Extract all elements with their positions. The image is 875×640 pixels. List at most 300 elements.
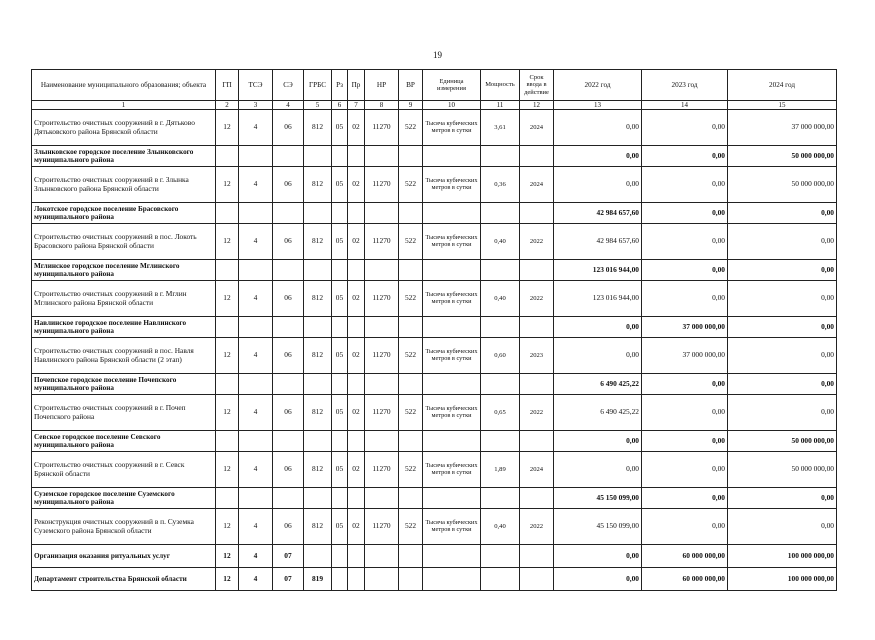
- cell-amount-2024: 50 000 000,00: [728, 431, 837, 452]
- cell-amount-2024: 37 000 000,00: [728, 110, 837, 146]
- cell-amount-2023: 0,00: [642, 224, 728, 260]
- column-header: ТСЭ: [239, 70, 273, 101]
- cell-grbs: [304, 317, 332, 338]
- cell-gp: 12: [216, 167, 239, 203]
- cell-commission-year: 2022: [520, 395, 554, 431]
- cell-amount-2022: 0,00: [554, 317, 642, 338]
- cell-amount-2024: 50 000 000,00: [728, 452, 837, 488]
- cell-object-name: Строительство очистных сооружений в г. Почеп Почепского района: [32, 395, 216, 431]
- cell-amount-2024: 50 000 000,00: [728, 146, 837, 167]
- cell-se: 07: [273, 545, 304, 568]
- cell-nr: 11270: [365, 395, 399, 431]
- cell-se: 06: [273, 395, 304, 431]
- cell-unit: [423, 260, 481, 281]
- table-body: [32, 110, 837, 591]
- cell-rz: [332, 203, 348, 224]
- cell-amount-2023: 60 000 000,00: [642, 545, 728, 568]
- column-number: 2: [216, 101, 239, 110]
- column-header: 2023 год: [642, 70, 728, 101]
- cell-se: 06: [273, 110, 304, 146]
- column-header: Пр: [348, 70, 365, 101]
- cell-capacity: 0,40: [481, 509, 520, 545]
- cell-object-name: Строительство очистных сооружений в пос. Навля Навлинского района Брянской области (2 этап): [32, 338, 216, 374]
- cell-grbs: 812: [304, 281, 332, 317]
- cell-capacity: [481, 568, 520, 591]
- cell-grbs: 812: [304, 110, 332, 146]
- cell-nr: [365, 317, 399, 338]
- cell-tse: 4: [239, 395, 273, 431]
- cell-amount-2024: 50 000 000,00: [728, 167, 837, 203]
- cell-amount-2022: 6 490 425,22: [554, 395, 642, 431]
- cell-commission-year: [520, 568, 554, 591]
- table-row-municipality: [32, 374, 837, 395]
- table-row-municipality: [32, 260, 837, 281]
- table-row-object: [32, 395, 837, 431]
- cell-se: 07: [273, 568, 304, 591]
- cell-grbs: 812: [304, 452, 332, 488]
- cell-vr: [399, 317, 423, 338]
- cell-object-name: Реконструкция очистных сооружений в п. Суземка Суземского района Брянской области: [32, 509, 216, 545]
- cell-unit: Тысяча кубических метров в сутки: [423, 281, 481, 317]
- cell-gp: [216, 146, 239, 167]
- cell-se: [273, 374, 304, 395]
- cell-se: [273, 488, 304, 509]
- cell-gp: 12: [216, 110, 239, 146]
- cell-rz: [332, 568, 348, 591]
- cell-pr: 02: [348, 509, 365, 545]
- cell-amount-2022: 0,00: [554, 167, 642, 203]
- cell-rz: 05: [332, 167, 348, 203]
- cell-pr: [348, 431, 365, 452]
- cell-capacity: 1,89: [481, 452, 520, 488]
- cell-gp: 12: [216, 568, 239, 591]
- cell-capacity: [481, 203, 520, 224]
- cell-amount-2022: 6 490 425,22: [554, 374, 642, 395]
- cell-gp: 12: [216, 224, 239, 260]
- cell-amount-2023: 60 000 000,00: [642, 568, 728, 591]
- table-row-municipality: [32, 317, 837, 338]
- table-row-municipality: [32, 146, 837, 167]
- cell-gp: 12: [216, 395, 239, 431]
- cell-capacity: 3,61: [481, 110, 520, 146]
- cell-gp: 12: [216, 281, 239, 317]
- cell-nr: 11270: [365, 281, 399, 317]
- table-row-object: [32, 281, 837, 317]
- cell-pr: [348, 260, 365, 281]
- cell-amount-2024: 0,00: [728, 509, 837, 545]
- cell-commission-year: 2024: [520, 452, 554, 488]
- column-number: 5: [304, 101, 332, 110]
- cell-vr: [399, 146, 423, 167]
- cell-unit: [423, 203, 481, 224]
- cell-amount-2024: 100 000 000,00: [728, 545, 837, 568]
- cell-grbs: [304, 146, 332, 167]
- cell-grbs: [304, 203, 332, 224]
- cell-pr: [348, 488, 365, 509]
- cell-object-name: Строительство очистных сооружений в пос. Локоть Брасовского района Брянской области: [32, 224, 216, 260]
- cell-rz: 05: [332, 452, 348, 488]
- cell-grbs: [304, 374, 332, 395]
- cell-tse: [239, 374, 273, 395]
- cell-rz: [332, 260, 348, 281]
- column-header: СЭ: [273, 70, 304, 101]
- cell-nr: [365, 260, 399, 281]
- cell-commission-year: 2024: [520, 110, 554, 146]
- cell-vr: [399, 545, 423, 568]
- cell-nr: [365, 568, 399, 591]
- cell-unit: [423, 374, 481, 395]
- cell-amount-2024: 0,00: [728, 203, 837, 224]
- cell-amount-2023: 0,00: [642, 146, 728, 167]
- cell-tse: 4: [239, 281, 273, 317]
- cell-vr: [399, 431, 423, 452]
- cell-amount-2023: 0,00: [642, 509, 728, 545]
- cell-commission-year: [520, 317, 554, 338]
- cell-vr: [399, 568, 423, 591]
- cell-unit: [423, 568, 481, 591]
- cell-grbs: [304, 431, 332, 452]
- cell-capacity: [481, 146, 520, 167]
- cell-tse: 4: [239, 167, 273, 203]
- cell-amount-2023: 0,00: [642, 488, 728, 509]
- column-header: ВР: [399, 70, 423, 101]
- cell-pr: [348, 146, 365, 167]
- cell-amount-2023: 0,00: [642, 452, 728, 488]
- column-number: 12: [520, 101, 554, 110]
- cell-amount-2023: 0,00: [642, 395, 728, 431]
- cell-object-name: Строительство очистных сооружений в г. Злынка Злынковского района Брянской области: [32, 167, 216, 203]
- cell-amount-2024: 100 000 000,00: [728, 568, 837, 591]
- cell-tse: [239, 431, 273, 452]
- cell-amount-2024: 0,00: [728, 395, 837, 431]
- cell-rz: [332, 317, 348, 338]
- cell-commission-year: [520, 431, 554, 452]
- cell-amount-2024: 0,00: [728, 224, 837, 260]
- column-number-row: [32, 101, 837, 110]
- cell-amount-2023: 0,00: [642, 203, 728, 224]
- cell-tse: [239, 146, 273, 167]
- cell-rz: [332, 545, 348, 568]
- column-header: Срок ввода в действие: [520, 70, 554, 101]
- page-number: 19: [433, 50, 442, 60]
- cell-object-name: Строительство очистных сооружений в г. Севск Брянской области: [32, 452, 216, 488]
- cell-commission-year: 2023: [520, 338, 554, 374]
- cell-se: [273, 431, 304, 452]
- cell-grbs: 812: [304, 224, 332, 260]
- cell-gp: 12: [216, 509, 239, 545]
- cell-pr: 02: [348, 338, 365, 374]
- cell-object-name: Почепское городское поселение Почепского муниципального района: [32, 374, 216, 395]
- cell-unit: [423, 488, 481, 509]
- cell-se: 06: [273, 167, 304, 203]
- cell-amount-2022: 0,00: [554, 545, 642, 568]
- cell-unit: [423, 431, 481, 452]
- column-number: 10: [423, 101, 481, 110]
- cell-capacity: 0,40: [481, 224, 520, 260]
- cell-amount-2022: 45 150 099,00: [554, 488, 642, 509]
- cell-unit: Тысяча кубических метров в сутки: [423, 224, 481, 260]
- cell-commission-year: 2022: [520, 281, 554, 317]
- cell-vr: 522: [399, 338, 423, 374]
- cell-gp: [216, 203, 239, 224]
- cell-amount-2023: 0,00: [642, 281, 728, 317]
- table-row-total: [32, 568, 837, 591]
- table-row-object: [32, 452, 837, 488]
- cell-object-name: Мглинское городское поселение Мглинского муниципального района: [32, 260, 216, 281]
- cell-tse: [239, 488, 273, 509]
- cell-nr: 11270: [365, 509, 399, 545]
- cell-amount-2024: 0,00: [728, 317, 837, 338]
- cell-grbs: 819: [304, 568, 332, 591]
- cell-object-name: Департамент строительства Брянской области: [32, 568, 216, 591]
- cell-unit: Тысяча кубических метров в сутки: [423, 338, 481, 374]
- cell-vr: 522: [399, 224, 423, 260]
- cell-pr: 02: [348, 167, 365, 203]
- table-row-object: [32, 110, 837, 146]
- cell-object-name: Локотское городское поселение Брасовского муниципального района: [32, 203, 216, 224]
- cell-object-name: Севское городское поселение Севского муниципального района: [32, 431, 216, 452]
- column-number: 15: [728, 101, 837, 110]
- cell-vr: 522: [399, 167, 423, 203]
- cell-commission-year: [520, 545, 554, 568]
- cell-tse: 4: [239, 338, 273, 374]
- cell-amount-2023: 37 000 000,00: [642, 338, 728, 374]
- column-header: Единица измерения: [423, 70, 481, 101]
- cell-pr: 02: [348, 452, 365, 488]
- cell-vr: 522: [399, 395, 423, 431]
- column-number: 14: [642, 101, 728, 110]
- cell-commission-year: [520, 260, 554, 281]
- cell-rz: [332, 431, 348, 452]
- cell-nr: 11270: [365, 167, 399, 203]
- column-header: ГП: [216, 70, 239, 101]
- cell-rz: 05: [332, 110, 348, 146]
- cell-gp: [216, 431, 239, 452]
- cell-amount-2022: 0,00: [554, 338, 642, 374]
- cell-gp: [216, 488, 239, 509]
- cell-tse: 4: [239, 110, 273, 146]
- cell-se: 06: [273, 224, 304, 260]
- cell-nr: [365, 545, 399, 568]
- cell-amount-2023: 0,00: [642, 374, 728, 395]
- cell-capacity: [481, 374, 520, 395]
- cell-pr: 02: [348, 224, 365, 260]
- column-number: 7: [348, 101, 365, 110]
- cell-capacity: [481, 545, 520, 568]
- cell-commission-year: [520, 374, 554, 395]
- cell-amount-2022: 123 016 944,00: [554, 281, 642, 317]
- column-number: 6: [332, 101, 348, 110]
- cell-object-name: Суземское городское поселение Суземского муниципального района: [32, 488, 216, 509]
- cell-unit: [423, 146, 481, 167]
- cell-gp: 12: [216, 338, 239, 374]
- cell-tse: [239, 203, 273, 224]
- cell-vr: [399, 374, 423, 395]
- table-row-object: [32, 338, 837, 374]
- cell-unit: Тысяча кубических метров в сутки: [423, 167, 481, 203]
- cell-tse: 4: [239, 452, 273, 488]
- cell-capacity: 0,36: [481, 167, 520, 203]
- column-header: Рз: [332, 70, 348, 101]
- column-header: Мощность: [481, 70, 520, 101]
- cell-se: 06: [273, 452, 304, 488]
- cell-nr: 11270: [365, 224, 399, 260]
- cell-rz: [332, 146, 348, 167]
- cell-gp: 12: [216, 452, 239, 488]
- cell-capacity: [481, 488, 520, 509]
- table-row-object: [32, 509, 837, 545]
- cell-amount-2023: 0,00: [642, 260, 728, 281]
- cell-unit: Тысяча кубических метров в сутки: [423, 509, 481, 545]
- column-header: Наименование муниципального образования; объекта: [32, 70, 216, 101]
- table-row-object: [32, 224, 837, 260]
- cell-tse: [239, 260, 273, 281]
- cell-capacity: [481, 431, 520, 452]
- cell-amount-2022: 0,00: [554, 452, 642, 488]
- cell-unit: [423, 545, 481, 568]
- cell-amount-2022: 0,00: [554, 146, 642, 167]
- cell-pr: [348, 374, 365, 395]
- cell-amount-2024: 0,00: [728, 338, 837, 374]
- cell-grbs: [304, 260, 332, 281]
- cell-vr: 522: [399, 110, 423, 146]
- column-number: 9: [399, 101, 423, 110]
- cell-nr: [365, 146, 399, 167]
- column-header: 2024 год: [728, 70, 837, 101]
- cell-tse: [239, 317, 273, 338]
- cell-grbs: 812: [304, 395, 332, 431]
- cell-amount-2024: 0,00: [728, 281, 837, 317]
- cell-pr: 02: [348, 395, 365, 431]
- cell-nr: [365, 431, 399, 452]
- cell-capacity: 0,40: [481, 281, 520, 317]
- cell-gp: [216, 260, 239, 281]
- cell-vr: 522: [399, 509, 423, 545]
- cell-gp: [216, 317, 239, 338]
- cell-unit: Тысяча кубических метров в сутки: [423, 395, 481, 431]
- table-row-municipality: [32, 431, 837, 452]
- cell-grbs: [304, 545, 332, 568]
- table-row-municipality: [32, 203, 837, 224]
- cell-object-name: Навлинское городское поселение Навлинского муниципального района: [32, 317, 216, 338]
- cell-object-name: Строительство очистных сооружений в г. Мглин Мглинского района Брянской области: [32, 281, 216, 317]
- cell-grbs: 812: [304, 167, 332, 203]
- cell-pr: 02: [348, 110, 365, 146]
- cell-pr: [348, 568, 365, 591]
- cell-se: 06: [273, 509, 304, 545]
- cell-commission-year: 2024: [520, 167, 554, 203]
- cell-nr: [365, 203, 399, 224]
- cell-pr: [348, 545, 365, 568]
- cell-amount-2024: 0,00: [728, 374, 837, 395]
- cell-object-name: Организация оказания ритуальных услуг: [32, 545, 216, 568]
- cell-rz: 05: [332, 395, 348, 431]
- cell-vr: [399, 203, 423, 224]
- cell-amount-2022: 123 016 944,00: [554, 260, 642, 281]
- table-row-total: [32, 545, 837, 568]
- cell-object-name: Злынковское городское поселение Злынковского муниципального района: [32, 146, 216, 167]
- column-header: ГРБС: [304, 70, 332, 101]
- cell-vr: [399, 488, 423, 509]
- cell-rz: 05: [332, 224, 348, 260]
- table-row-object: [32, 167, 837, 203]
- cell-amount-2023: 37 000 000,00: [642, 317, 728, 338]
- cell-tse: 4: [239, 568, 273, 591]
- cell-grbs: [304, 488, 332, 509]
- cell-commission-year: [520, 203, 554, 224]
- cell-amount-2024: 0,00: [728, 488, 837, 509]
- cell-grbs: 812: [304, 338, 332, 374]
- table-row-municipality: [32, 488, 837, 509]
- cell-grbs: 812: [304, 509, 332, 545]
- column-number: 3: [239, 101, 273, 110]
- cell-rz: 05: [332, 338, 348, 374]
- cell-commission-year: [520, 146, 554, 167]
- cell-rz: [332, 488, 348, 509]
- cell-se: 06: [273, 281, 304, 317]
- cell-pr: 02: [348, 281, 365, 317]
- cell-amount-2022: 0,00: [554, 110, 642, 146]
- column-number: 1: [32, 101, 216, 110]
- cell-se: [273, 260, 304, 281]
- cell-vr: 522: [399, 452, 423, 488]
- cell-unit: [423, 317, 481, 338]
- cell-gp: 12: [216, 545, 239, 568]
- cell-unit: Тысяча кубических метров в сутки: [423, 452, 481, 488]
- cell-amount-2024: 0,00: [728, 260, 837, 281]
- cell-commission-year: 2022: [520, 224, 554, 260]
- cell-tse: 4: [239, 509, 273, 545]
- cell-amount-2022: 0,00: [554, 568, 642, 591]
- cell-vr: [399, 260, 423, 281]
- cell-tse: 4: [239, 224, 273, 260]
- cell-nr: 11270: [365, 338, 399, 374]
- cell-se: [273, 203, 304, 224]
- cell-amount-2022: 45 150 099,00: [554, 509, 642, 545]
- column-number: 8: [365, 101, 399, 110]
- cell-commission-year: [520, 488, 554, 509]
- column-header: НР: [365, 70, 399, 101]
- cell-rz: 05: [332, 509, 348, 545]
- budget-table: [31, 69, 837, 591]
- cell-se: [273, 317, 304, 338]
- cell-amount-2022: 0,00: [554, 431, 642, 452]
- cell-unit: Тысяча кубических метров в сутки: [423, 110, 481, 146]
- cell-rz: 05: [332, 281, 348, 317]
- column-number: 4: [273, 101, 304, 110]
- table-header-row: [32, 70, 837, 101]
- cell-amount-2023: 0,00: [642, 167, 728, 203]
- cell-nr: 11270: [365, 452, 399, 488]
- cell-capacity: [481, 317, 520, 338]
- cell-commission-year: 2022: [520, 509, 554, 545]
- cell-nr: [365, 374, 399, 395]
- cell-nr: [365, 488, 399, 509]
- cell-se: [273, 146, 304, 167]
- cell-capacity: 0,65: [481, 395, 520, 431]
- column-number: 11: [481, 101, 520, 110]
- cell-vr: 522: [399, 281, 423, 317]
- cell-capacity: [481, 260, 520, 281]
- cell-amount-2022: 42 984 657,60: [554, 203, 642, 224]
- cell-tse: 4: [239, 545, 273, 568]
- cell-amount-2023: 0,00: [642, 431, 728, 452]
- cell-amount-2022: 42 984 657,60: [554, 224, 642, 260]
- cell-se: 06: [273, 338, 304, 374]
- cell-object-name: Строительство очистных сооружений в г. Дятьково Дятьковского района Брянской области: [32, 110, 216, 146]
- cell-rz: [332, 374, 348, 395]
- cell-pr: [348, 317, 365, 338]
